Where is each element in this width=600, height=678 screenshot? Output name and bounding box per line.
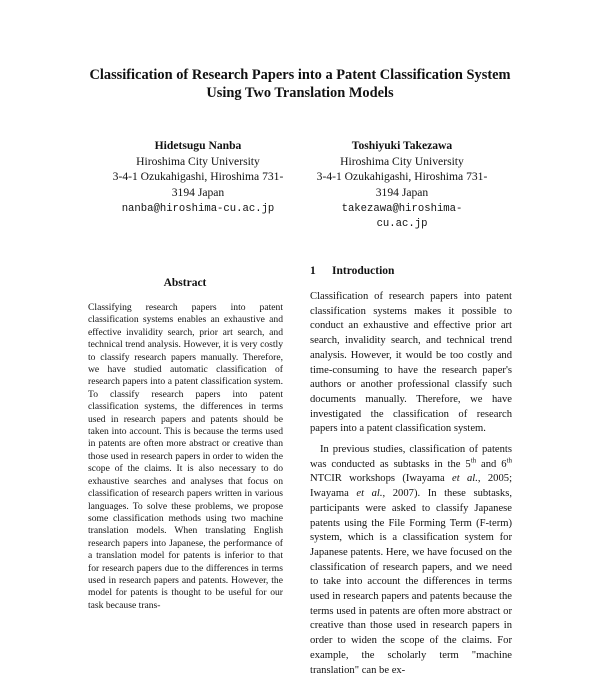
title-line-1: Classification of Research Papers into a Patent Classification System <box>89 67 511 83</box>
author-email-line: takezawa@hiroshima- <box>341 203 463 215</box>
author-email[interactable] <box>88 202 308 217</box>
abstract-body <box>88 302 283 612</box>
author-name: Hidetsugu Nanba <box>154 139 242 152</box>
introduction-body <box>310 290 512 678</box>
section-title: Introduction <box>332 265 395 277</box>
abstract-heading: Abstract <box>163 277 207 289</box>
section-number: 1 <box>310 265 316 277</box>
abstract-text: Classifying research papers into patent classification systems enables an exhaustive and effective invalidity search, prior art search, and technical trend analysis. However, it is very costly to classify research papers manually. Therefore, we have studied automatic classification of research papers into a patent classification system. To classify research papers into patent classification systems, the differences in terms used in research papers and patents should be taken into account. This is because the terms used in patents are often more abstract or creative than those used in research papers in order to widen the scope of the claims. It is also necessary to do exhaustive searches and analyses that focus on classification of research papers written in various languages. To solve these problems, we propose some classification methods using two machine translation models. When translating English research papers into Japanese, the performance of a translation model for patents is inferior to that for research papers due to the differences in terms used in research papers and patents. However, the model for patents is thought to be useful for our task because trans- <box>88 302 283 611</box>
author-affiliation: Hiroshima City University <box>340 154 464 168</box>
superscript: th <box>506 456 513 465</box>
author-affiliation: Hiroshima City University <box>136 154 260 168</box>
superscript: th <box>470 456 477 465</box>
intro-text: and 6 <box>476 458 507 470</box>
intro-text: , 2005; Iwayama <box>310 473 513 500</box>
paper-title <box>40 66 560 102</box>
intro-text: In previous studies, classification of patents was conducted as subtasks in the 5 <box>310 444 512 470</box>
author-name: Toshiyuki Takezawa <box>351 139 453 152</box>
author-address-line: 3194 Japan <box>171 185 225 199</box>
intro-text: NTCIR workshops (Iwayama <box>310 473 453 485</box>
title-line-2: Using Two Translation Models <box>206 85 394 101</box>
citation-etal: et al. <box>452 473 478 485</box>
author-address-line: 3194 Japan <box>375 185 429 199</box>
intro-text: , 2007). In these subtasks, participants were asked to classify Japanese patents using the File Forming Term (F-term) system, which is a classification system for Japanese patents. Here, we have focused on the classification of research papers, and we need to take into account the differences in terms used in research papers and patents because the terms used in patents are often more abstract or creative than those used in research papers in order to widen the scope of the claims. For example, the scholarly term "machine translation" can be ex- <box>310 488 512 676</box>
author-email[interactable] <box>292 202 512 232</box>
author-email-line: nanba@hiroshima-cu.ac.jp <box>121 203 275 215</box>
section-heading-introduction <box>310 265 394 277</box>
author-address-line: 3-4-1 Ozukahigashi, Hiroshima 731- <box>316 170 488 183</box>
intro-paragraph-1: Classification of research papers into patent classification systems makes it possible to conduct an exhaustive and effective prior art search, invalidity search, and technical trend analysis. However, it would be too costly and time-consuming to have the research paper's authors or another professional classify such documents manually. Therefore, we have investigated the classification of research papers into a patent classification system. <box>310 291 512 435</box>
author-block-1 <box>88 138 308 217</box>
intro-paragraph-2 <box>310 443 512 678</box>
author-address-line: 3-4-1 Ozukahigashi, Hiroshima 731- <box>112 170 284 183</box>
author-email-line: cu.ac.jp <box>376 218 428 230</box>
citation-etal: et al. <box>356 488 383 500</box>
author-block-2 <box>292 138 512 232</box>
